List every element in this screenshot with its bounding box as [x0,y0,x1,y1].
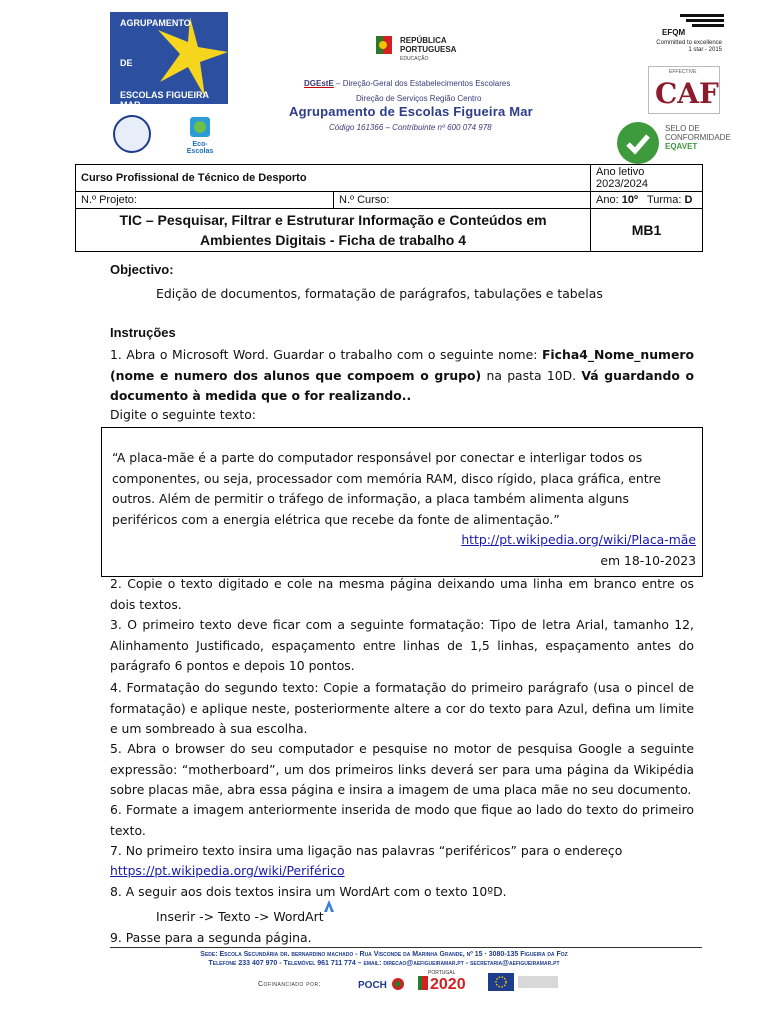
instruction-3: 3. O primeiro texto deve ficar com a seguinte formatação: Tipo de letra Arial, tamanho 12, Alinhamento Justificado, espaçamento entre linhas de 1,5 linhas, espaçamento antes do parágrafo 6 pontos e depois 10 pontos. [110,617,694,674]
quote-date: em 18-10-2023 [600,553,696,568]
project-seal-icon [113,115,151,153]
footer-contacts: Telefone 233 407 970 - Telemóvel 961 711 774 – email: direcao@aefigueiramar.pt - secretaria@aefigueiramar.pt [208,960,560,967]
footer-address: Sede: Escola Secundária dr. bernardino machado - Rua Visconde da Marinha Grande, nº 15 · 3080-135 Figueira da Foz [200,951,568,958]
eqavet-text [665,124,731,151]
logo-line2: DE [120,58,133,68]
n-projeto-cell: N.º Projeto: [76,192,334,209]
caf-top: EFFECTIVE [669,69,697,75]
turma-label: Turma: [646,194,682,206]
ano-letivo-cell: Ano letivo 2023/2024 [591,165,703,192]
poch-logo [358,975,408,995]
eu-fund-text-block [518,976,558,988]
dgeste-rest: – Direção-Geral dos Estabelecimentos Escolares [333,79,511,88]
caf-letters: CAF [655,77,719,110]
ano-value: 10º [621,194,638,206]
modulo-cell: MB1 [591,209,703,252]
digite-text: Digite o seguinte texto: [110,407,256,422]
caf-logo [648,66,720,114]
tic-title-line2: Ambientes Digitais - Ficha de trabalho 4 [199,232,467,248]
wikipedia-placa-mae-link[interactable]: http://pt.wikipedia.org/wiki/Placa-mãe [461,532,696,547]
codigo-contribuinte: Código 161366 – Contribuinte nº 600 074 978 [329,123,492,132]
portugal-2020-text: 2020 [430,976,466,993]
eco-escolas-logo [180,115,220,155]
instruction-5: 5. Abra o browser do seu computador e pesquise no motor de pesquisa Google a seguinte expressão: “motherboard”, um dos primeiros links deverá ser para uma página da Wikipédia sobre placas mãe, abra essa página e insira a imagem de uma placa mãe no seu documento. [110,741,694,798]
course-info-table [75,164,703,252]
tic-title-line1: TIC – Pesquisar, Filtrar e Estruturar Informação e Conteúdos em [119,212,547,228]
wikipedia-periferico-link[interactable]: https://pt.wikipedia.org/wiki/Periférico [110,863,345,878]
republica-line1: REPÚBLICA [400,36,447,45]
logo-line1: AGRUPAMENTO [120,18,191,28]
objectivo-text: Edição de documentos, formatação de parágrafos, tabulações e tabelas [156,286,603,301]
portugal-2020-logo [418,970,480,996]
portugal-flag-icon [418,976,428,990]
instruction-4: 4. Formatação do segundo texto: Copie a formatação do primeiro parágrafo (usa o pincel de formatação) e aplique neste, posteriormente altere a cor do texto para Azul, defina um limite e um sombreado à sua escolha. [110,680,694,737]
eqavet-line3: EQAVET [665,142,698,151]
quote-link-line [300,530,696,551]
dgeste-line [304,79,510,88]
objectivo-label: Objectivo: [110,262,174,277]
i1-part-c: na pasta 10D. [481,367,582,383]
instruction-1 [110,345,694,407]
inserir-wordart-path: Inserir -> Texto -> WordArt [156,909,324,924]
portugal-small-text: PORTUGAL [428,970,456,976]
instruction-7-link-line [110,861,345,882]
eco-escolas-label: Eco-Escolas [186,141,214,155]
republica-text [400,36,456,54]
ano-label: Ano: [596,194,619,206]
ano-turma-cell [591,192,703,209]
efqm-line1: Committed to excellence [656,40,722,46]
instruction-6: 6. Formate a imagem anteriormente inserida de modo que fique ao lado do texto do primeiro texto. [110,802,694,838]
tic-title-cell [76,209,591,252]
i1-part-b: Ficha4_Nome_numero (nome e numero dos alunos que compoem o grupo) [110,347,694,383]
logo-line3: ESCOLAS FIGUEIRA MAR [120,90,209,110]
republica-line2: PORTUGUESA [400,45,457,54]
dgeste-abbr: DGEstE [304,79,334,88]
instruction-2: 2. Copie o texto digitado e cole na mesma página deixando uma linha em branco entre os dois textos. [110,576,694,612]
i1-part-a: 1. Abra o Microsoft Word. Guardar o trabalho com o seguinte nome: [110,347,542,362]
instruction-9: 9. Passe para a segunda página. [110,930,312,945]
direcao-servicos: Direção de Serviços Região Centro [356,94,482,103]
portugal-emblem-icon [376,36,392,54]
educacao-label: EDUCAÇÃO [400,56,429,62]
quote-text: “A placa-mãe é a parte do computador responsável por conectar e interligar todos os componentes, ou seja, processador com memória RAM, disco rígido, placa gráfica, entre outros. Além de permitir o tráfego de informação, a placa também alimenta alguns periféricos com a energia elétrica que recebe da fonte de alimentação.” [112,450,661,527]
agrupamento-logo [110,12,228,110]
instruction-7: 7. No primeiro texto insira uma ligação nas palavras “periféricos” para o endereço [110,843,623,858]
i1-part-d: Vá guardando o documento à medida que o for realizando.. [110,367,695,404]
poch-text: POCH [358,980,387,991]
efqm-commitment [630,40,722,54]
n-curso-cell: N.º Curso: [334,192,591,209]
poch-mark-icon [391,977,405,991]
footer-divider [110,947,702,948]
efqm-label: EFQM [662,28,686,37]
eco-flag-icon [180,115,220,141]
eqavet-line2: CONFORMIDADE [665,133,731,142]
wordart-icon [322,898,336,914]
curso-cell: Curso Profissional de Técnico de Desporto [76,165,591,192]
instruction-8: 8. A seguir aos dois textos insira um WordArt com o texto 10ºD. [110,884,507,899]
eqavet-check-icon [617,122,659,164]
turma-value: D [684,194,693,206]
efqm-line2: 1 star - 2015 [688,47,722,53]
instrucoes-label: Instruções [110,325,176,340]
agrupamento-title: Agrupamento de Escolas Figueira Mar [289,104,533,119]
cofinanciado-label: Cofinanciado por: [258,981,322,988]
eqavet-line1: SELO DE [665,124,700,133]
eu-flag-icon [488,973,514,991]
